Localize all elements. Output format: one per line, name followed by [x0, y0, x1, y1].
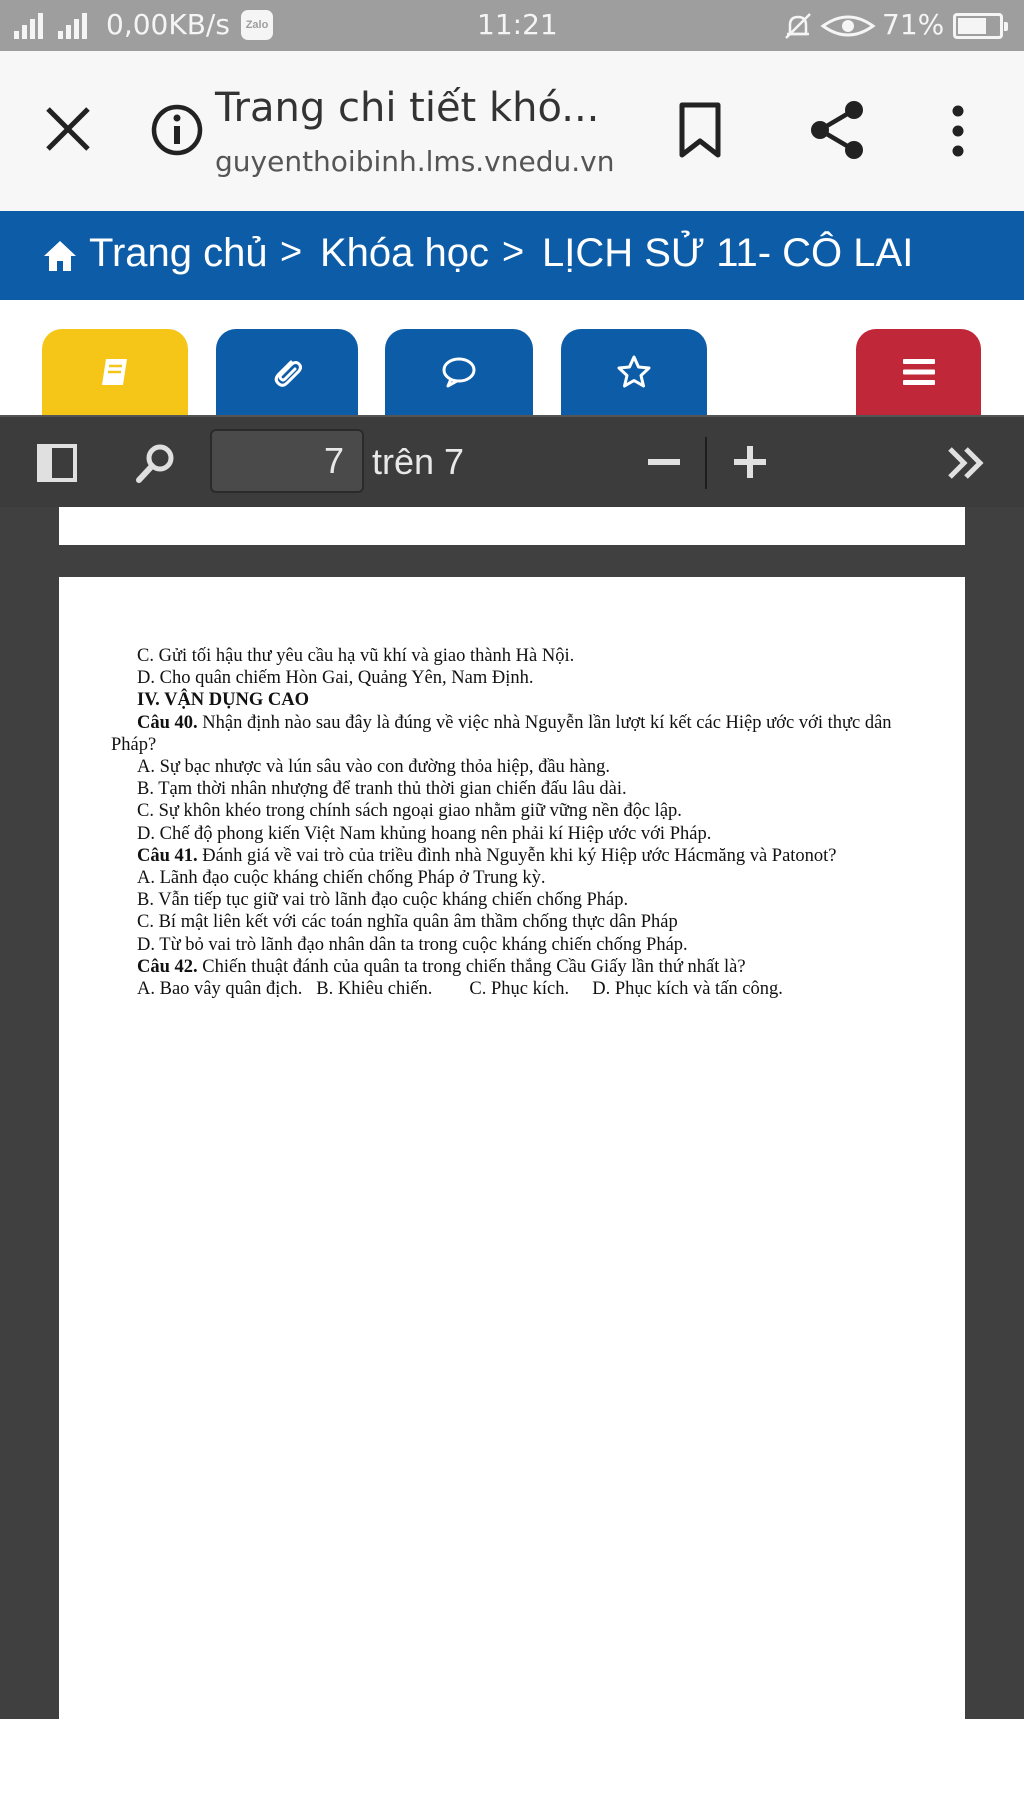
question-label: Câu 41.: [137, 845, 198, 866]
breadcrumb-courses[interactable]: Khóa học: [320, 231, 490, 275]
tab-attachments[interactable]: [216, 329, 358, 415]
tab-menu[interactable]: [856, 329, 981, 415]
browser-toolbar: [0, 51, 1024, 211]
star-icon: [616, 354, 652, 390]
question-40: [111, 712, 931, 756]
answer-option: C. Bí mật liên kết với các toán nghĩa quân âm thầm chống thực dân Pháp: [137, 912, 678, 933]
breadcrumb-current-course[interactable]: LỊCH SỬ 11- CÔ LAI: [542, 231, 914, 275]
breadcrumb-separator: >: [280, 231, 303, 273]
eye-icon: [820, 12, 876, 40]
answer-option: B. Tạm thời nhân nhượng để tranh thủ thời gian chiến đấu lâu dài.: [137, 779, 627, 800]
doc-line: D. Cho quân chiếm Hòn Gai, Quảng Yên, Nam Định.: [137, 668, 534, 689]
sidebar-toggle-icon[interactable]: [36, 443, 78, 483]
page-count-label: trên 7: [372, 441, 465, 482]
bottom-area: [0, 1719, 1024, 1820]
course-tabs: [0, 300, 1024, 415]
question-41: [111, 845, 931, 867]
question-label: Câu 40.: [137, 712, 198, 733]
status-bar: [0, 0, 1024, 51]
answer-option: A. Lãnh đạo cuộc kháng chiến chống Pháp ở Trung kỳ.: [137, 868, 546, 889]
search-icon[interactable]: [134, 441, 178, 485]
question-text: Chiến thuật đánh của quân ta trong chiến thắng Cầu Giấy lần thứ nhất là?: [197, 956, 746, 977]
answer-option: D. Từ bỏ vai trò lãnh đạo nhân dân ta trong cuộc kháng chiến chống Pháp.: [137, 934, 688, 955]
question-text: Nhận định nào sau đây là đúng về việc nhà Nguyễn lần lượt kí kết các Hiệp ước với thực dân Pháp?: [111, 712, 892, 755]
section-title: IV. VẬN DỤNG CAO: [137, 690, 310, 711]
signal-icon-secondary: [58, 11, 98, 39]
answer-option: A. Sự bạc nhược và lún sâu vào con đường thỏa hiệp, đầu hàng.: [137, 757, 610, 778]
network-speed: 0,00KB/s: [106, 8, 230, 41]
info-icon[interactable]: [150, 103, 204, 157]
tab-discussion[interactable]: [385, 329, 533, 415]
zoom-in-icon[interactable]: [730, 437, 770, 487]
zalo-notification-icon: Zalo: [241, 10, 273, 40]
pdf-page-previous: [59, 507, 965, 545]
battery-icon: [953, 13, 1003, 39]
book-icon: [97, 354, 133, 390]
breadcrumb-home[interactable]: Trang chủ: [89, 231, 268, 275]
pdf-page: [59, 577, 965, 1719]
pdf-toolbar: [0, 415, 1024, 507]
page-number-input[interactable]: [210, 429, 364, 493]
document-content: [111, 645, 931, 1000]
question-text: Đánh giá về vai trò của triều đình nhà Nguyễn khi ký Hiệp ước Hácmăng và Patonot?: [197, 845, 837, 866]
answer-option: D. Chế độ phong kiến Việt Nam khủng hoang nên phải kí Hiệp ước với Pháp.: [137, 823, 712, 844]
bookmark-icon[interactable]: [676, 101, 724, 159]
paperclip-icon: [269, 354, 305, 390]
breadcrumb: [0, 211, 1024, 300]
zoom-out-icon[interactable]: [646, 437, 682, 487]
answer-options-row: A. Bao vây quân địch. B. Khiêu chiến. C. Phục kích. D. Phục kích và tấn công.: [137, 979, 783, 1000]
clock: 11:21: [477, 8, 558, 41]
question-label: Câu 42.: [137, 956, 198, 977]
answer-option: C. Sự khôn khéo trong chính sách ngoại giao nhằm giữ vững nền độc lập.: [137, 801, 682, 822]
home-icon[interactable]: [42, 239, 78, 273]
toolbar-divider: [705, 437, 707, 489]
tab-lessons[interactable]: [42, 329, 188, 415]
bell-muted-icon: [782, 10, 814, 42]
answer-option: B. Vẫn tiếp tục giữ vai trò lãnh đạo cuộc kháng chiến chống Pháp.: [137, 890, 629, 911]
pdf-viewer[interactable]: [0, 507, 1024, 1719]
hamburger-menu-icon: [901, 354, 937, 390]
breadcrumb-separator: >: [502, 231, 525, 273]
page-url[interactable]: guyenthoibinh.lms.vnedu.vn: [215, 145, 615, 178]
close-icon[interactable]: [40, 101, 96, 157]
tab-favorites[interactable]: [561, 329, 707, 415]
question-42: [111, 956, 931, 978]
signal-icon: [14, 11, 54, 39]
share-icon[interactable]: [808, 99, 866, 161]
page-title[interactable]: Trang chi tiết khó...: [215, 85, 600, 131]
comment-icon: [441, 354, 477, 390]
more-options-icon[interactable]: [940, 103, 976, 159]
section-heading: [111, 689, 931, 711]
doc-line: C. Gửi tối hậu thư yêu cầu hạ vũ khí và giao thành Hà Nội.: [137, 646, 575, 666]
chevron-double-right-icon[interactable]: [944, 441, 988, 485]
battery-percent: 71%: [882, 8, 945, 41]
